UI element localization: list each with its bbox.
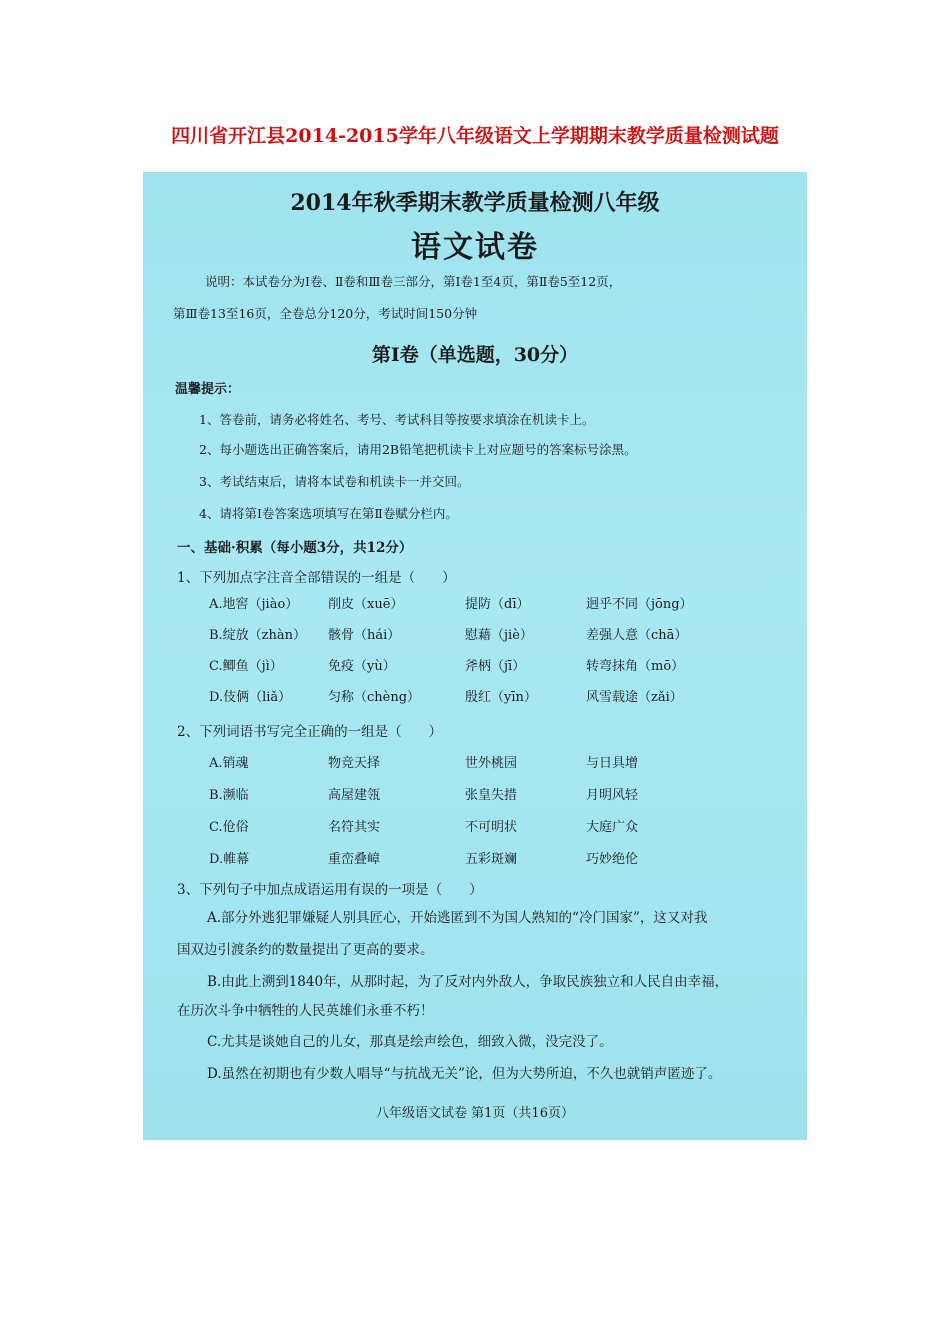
q2-option: 五彩斑斓 — [465, 852, 518, 867]
part-one-title: 第Ⅰ卷（单选题，30分） — [371, 344, 579, 366]
q2-option: 高屋建瓴 — [328, 788, 381, 803]
q1-option: 转弯抹角（mō） — [586, 659, 685, 674]
tip-item: 3、考试结束后，请将本试卷和机读卡一并交回。 — [199, 474, 470, 489]
q3-text-line: 在历次斗争中牺牲的人民英雄们永垂不朽！ — [177, 1003, 434, 1019]
q1-option: 削皮（xuē） — [328, 597, 404, 612]
exam-subject: 语文试卷 — [411, 230, 539, 265]
q1-option: 迥乎不同（jōng） — [586, 597, 693, 612]
q2-option: 张皇失措 — [465, 788, 518, 803]
q2-option: 月明风轻 — [586, 788, 639, 803]
q1-option: 殷红（yīn） — [465, 690, 537, 705]
q1-option: 提防（dī） — [465, 597, 530, 612]
q2-option: 不可明状 — [465, 820, 518, 835]
q2-option: 巧妙绝伦 — [586, 852, 639, 867]
section-title: 一、基础·积累（每小题3分，共12分） — [177, 540, 413, 556]
question-2-stem: 2、下列词语书写完全正确的一组是（ ） — [177, 724, 443, 740]
tip-item: 2、每小题选出正确答案后，请用2B铅笔把机读卡上对应题号的答案标号涂黑。 — [199, 442, 637, 457]
q2-option: C.伧俗 — [209, 820, 249, 835]
q1-option: 慰藉（jiè） — [465, 628, 533, 643]
q2-option: 大庭广众 — [586, 820, 639, 835]
q3-text-line: A.部分外逃犯罪嫌疑人别具匠心，开始逃匿到不为国人熟知的“冷门国家”，这又对我 — [207, 910, 708, 926]
document-title: 四川省开江县2014-2015学年八年级语文上学期期末教学质量检测试题 — [171, 125, 779, 147]
q1-option: 匀称（chèng） — [328, 690, 421, 705]
q1-option: D.伎俩（liǎ） — [209, 690, 292, 705]
question-1-stem: 1、下列加点字注音全部错误的一组是（ ） — [177, 570, 456, 586]
q2-option: 重峦叠嶂 — [328, 852, 381, 867]
q2-option: 名符其实 — [328, 820, 381, 835]
q1-option: 斧柄（jī） — [465, 659, 526, 674]
q1-option: 风雪载途（zǎi） — [586, 690, 683, 705]
q3-text-line: D.虽然在初期也有少数人唱导“与抗战无关”论，但为大势所迫，不久也就销声匿迹了。 — [207, 1066, 722, 1082]
q1-option: B.绽放（zhàn） — [209, 628, 307, 643]
q2-option: A.销魂 — [209, 756, 249, 771]
exam-title: 2014年秋季期末教学质量检测八年级 — [290, 190, 660, 216]
q1-option: 骸骨（hái） — [328, 628, 401, 643]
tip-item: 4、请将第Ⅰ卷答案选项填写在第Ⅱ卷赋分栏内。 — [199, 506, 458, 521]
q1-option: 差强人意（chā） — [586, 628, 688, 643]
q2-option: 世外桃园 — [465, 756, 518, 771]
page-footer: 八年级语文试卷 第1页（共16页） — [376, 1106, 574, 1121]
q2-option: D.帷幕 — [209, 852, 250, 867]
q1-option: 免疫（yù） — [328, 659, 396, 674]
tip-item: 1、答卷前，请务必将姓名、考号、考试科目等按要求填涂在机读卡上。 — [199, 412, 595, 427]
exam-note-line-1: 说明：本试卷分为Ⅰ卷、Ⅱ卷和Ⅲ卷三部分，第Ⅰ卷1至4页，第Ⅱ卷5至12页， — [205, 274, 622, 289]
exam-note-line-2: 第Ⅲ卷13至16页，全卷总分120分，考试时间150分钟 — [173, 306, 478, 321]
scanned-exam-page — [143, 172, 807, 1140]
q3-text-line: 国双边引渡条约的数量提出了更高的要求。 — [177, 942, 434, 958]
q2-option: 与日具增 — [586, 756, 639, 771]
tips-heading: 温馨提示： — [175, 382, 241, 397]
q1-option: A.地窖（jiào） — [209, 597, 299, 612]
q1-option: C.鲫鱼（jì） — [209, 659, 283, 674]
question-3-stem: 3、下列句子中加点成语运用有误的一项是（ ） — [177, 882, 483, 898]
q2-option: B.濒临 — [209, 788, 249, 803]
q3-text-line: C.尤其是谈她自己的儿女，那真是绘声绘色，细致入微，没完没了。 — [207, 1034, 613, 1050]
q2-option: 物竞天择 — [328, 756, 381, 771]
q3-text-line: B.由此上溯到1840年，从那时起，为了反对内外敌人，争取民族独立和人民自由幸福， — [207, 974, 729, 990]
